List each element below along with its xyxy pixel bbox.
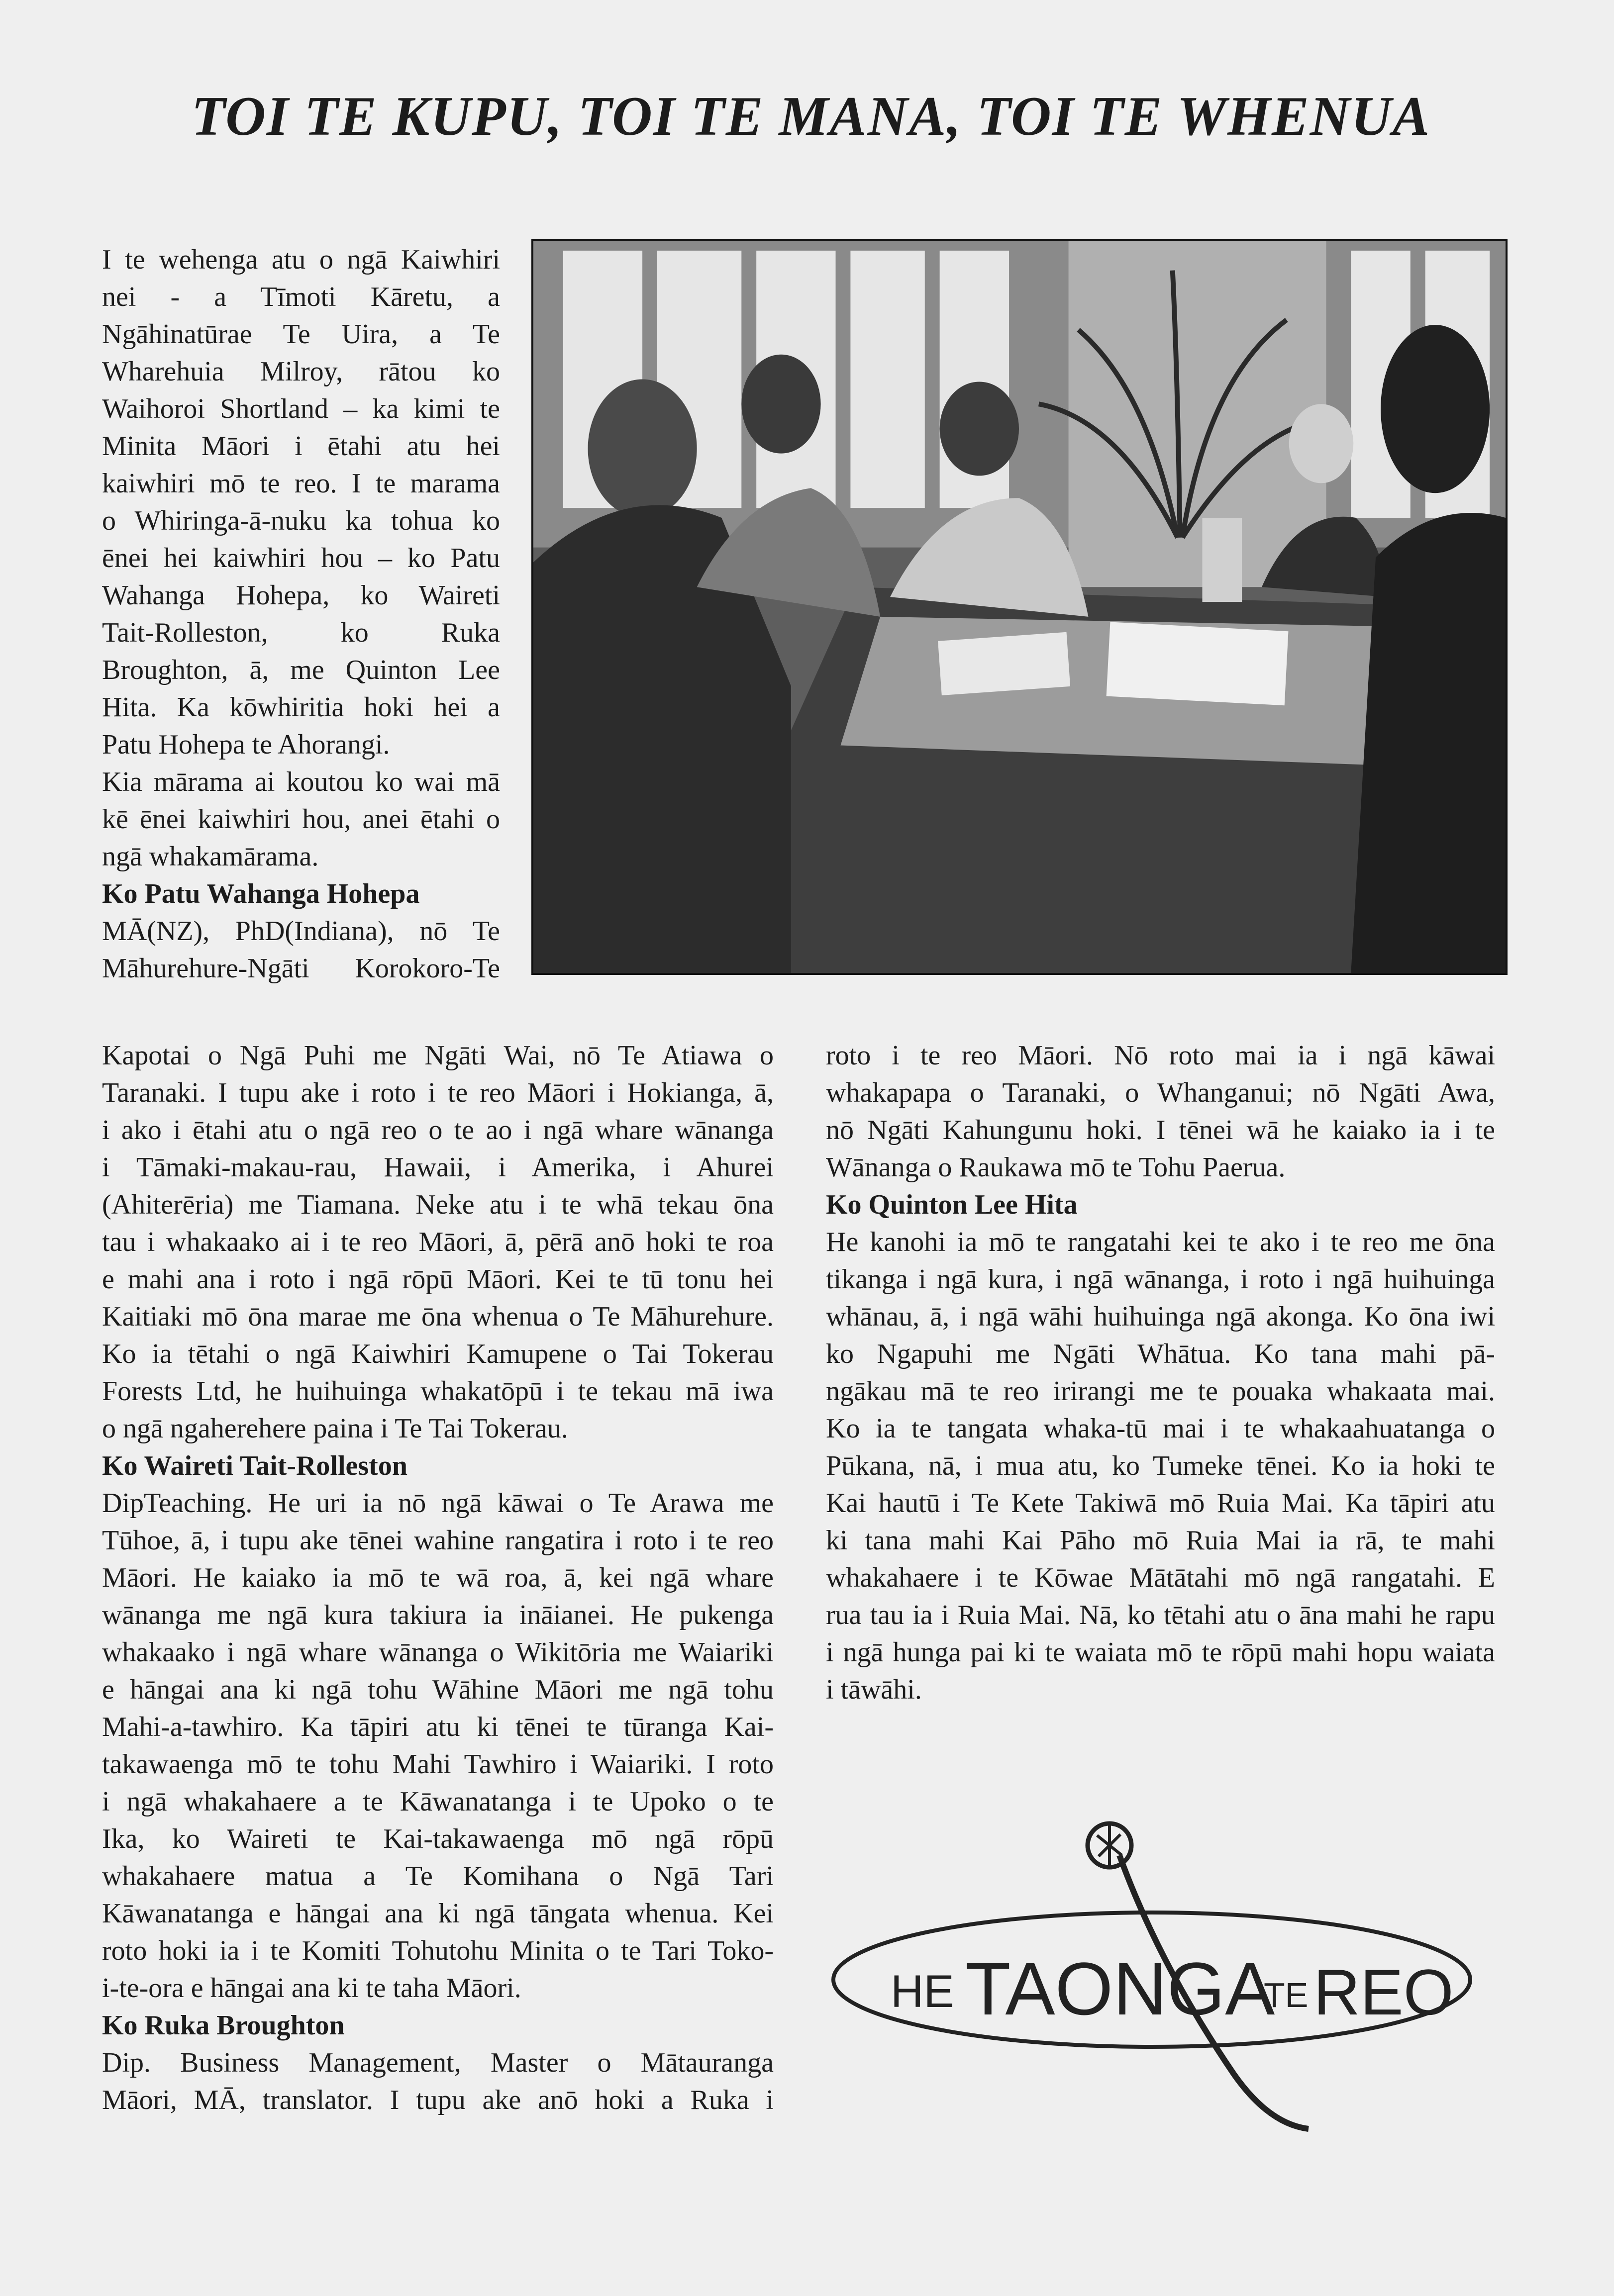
text-line: Kai hautū i Te Kete Takiwā mō Ruia Mai. Ka tāpiri atu: [826, 1488, 1495, 1519]
text-line: Forests Ltd, he huihuinga whakatōpū i te tekau mā iwa: [102, 1376, 774, 1407]
text-line: I te wehenga atu o ngā Kaiwhiri: [102, 244, 500, 275]
text-line: roto i te reo Māori. Nō roto mai ia i ngā kāwai: [826, 1040, 1495, 1071]
intro-paragraph: [102, 241, 500, 987]
text-line: Tait-Rolleston, ko Ruka: [102, 617, 500, 648]
text-line: takawaenga mō te tohu Mahi Tawhiro i Waiariki. I roto: [102, 1749, 774, 1780]
text-line: whakapapa o Taranaki, o Whanganui; nō Ngāti Awa,: [826, 1077, 1495, 1108]
text-line: Pūkana, nā, i mua atu, ko Tumeke tēnei. Ko ia hoki te: [826, 1450, 1495, 1481]
right-column: [826, 1037, 1495, 1709]
page-heading: TOI TE KUPU, TOI TE MANA, TOI TE WHENUA: [191, 86, 1431, 147]
he-taonga-te-reo-logo: [821, 1816, 1483, 2144]
text-line: kē ēnei kaiwhiri hou, anei ētahi o: [102, 804, 500, 835]
quinton-heading: Ko Quinton Lee Hita: [826, 1189, 1078, 1220]
text-line: Taranaki. I tupu ake i roto i te reo Māori i Hokianga, ā,: [102, 1077, 774, 1108]
text-line: Māori. He kaiako ia mō te wā roa, ā, kei ngā whare: [102, 1562, 774, 1593]
text-line: tau i whakaako ai i te reo Māori, ā, pērā anō hoki te roa: [102, 1227, 774, 1257]
text-line: Tūhoe, ā, i tupu ake tēnei wahine rangatira i roto i te reo: [102, 1525, 774, 1556]
logo-word-taonga: TAONGA: [965, 1947, 1275, 2030]
text-line: DipTeaching. He uri ia nō ngā kāwai o Te Arawa me: [102, 1488, 774, 1519]
patu-heading: Ko Patu Wahanga Hohepa: [102, 878, 420, 909]
text-line: Ko ia tētahi o ngā Kaiwhiri Kamupene o Tai Tokerau: [102, 1339, 774, 1369]
taonga-logo-icon: [821, 1816, 1483, 2144]
text-line: He kanohi ia mō te rangatahi kei te ako i te reo me ōna: [826, 1227, 1495, 1257]
text-line: MĀ(NZ), PhD(Indiana), nō Te: [102, 916, 500, 947]
logo-word-reo: REO: [1313, 1956, 1454, 2028]
meeting-photo: [531, 239, 1508, 975]
text-line: Wahanga Hohepa, ko Waireti: [102, 580, 500, 611]
text-line: Hita. Ka kōwhiritia hoki hei a: [102, 692, 500, 723]
text-line: i-te-ora e hāngai ana ki te taha Māori.: [102, 1973, 521, 2004]
text-line: Kaitiaki mō ōna marae me ōna whenua o Te Māhurehure.: [102, 1301, 774, 1332]
text-line: i Tāmaki-makau-rau, Hawaii, i Amerika, i Ahurei: [102, 1152, 774, 1183]
text-line: e mahi ana i roto i ngā rōpū Māori. Kei te tū tonu hei: [102, 1264, 774, 1295]
text-line: whakaako i ngā whare wānanga o Wikitōria me Waiariki: [102, 1637, 774, 1668]
text-line: Māori, MĀ, translator. I tupu ake anō hoki a Ruka i: [102, 2085, 774, 2115]
logo-word-te: TE: [1264, 1976, 1309, 2014]
text-line: i ngā hunga pai ki te waiata mō te rōpū mahi hopu waiata: [826, 1637, 1495, 1668]
text-line: whānau, ā, i ngā wāhi huihuinga ngā akonga. Ko ōna iwi: [826, 1301, 1495, 1332]
text-line: nei - a Tīmoti Kāretu, a: [102, 282, 500, 312]
text-line: (Ahiterēria) me Tiamana. Neke atu i te whā tekau ōna: [102, 1189, 774, 1220]
waireti-heading: Ko Waireti Tait-Rolleston: [102, 1450, 407, 1481]
text-line: Ngāhinatūrae Te Uira, a Te: [102, 319, 500, 350]
text-line: Broughton, ā, me Quinton Lee: [102, 655, 500, 685]
text-line: whakahaere matua a Te Komihana o Ngā Tari: [102, 1861, 774, 1892]
text-line: i ako i ētahi atu o ngā reo o te ao i ngā whare wānanga: [102, 1115, 774, 1146]
text-line: Māhurehure-Ngāti Korokoro-Te: [102, 953, 500, 984]
text-line: Kapotai o Ngā Puhi me Ngāti Wai, nō Te Atiawa o: [102, 1040, 774, 1071]
text-line: Wānanga o Raukawa mō te Tohu Paerua.: [826, 1152, 1286, 1183]
text-line: Ika, ko Waireti te Kai-takawaenga mō ngā rōpū: [102, 1823, 774, 1854]
text-line: i ngā whakahaere a te Kāwanatanga i te Upoko o te: [102, 1786, 774, 1817]
photo-icon: [533, 241, 1506, 973]
ruka-heading: Ko Ruka Broughton: [102, 2010, 345, 2041]
text-line: ki tana mahi Kai Pāho mō Ruia Mai ia rā, te mahi: [826, 1525, 1495, 1556]
text-line: Mahi-a-tawhiro. Ka tāpiri atu ki tēnei te tūranga Kai-: [102, 1712, 774, 1742]
text-line: Minita Māori i ētahi atu hei: [102, 431, 500, 462]
text-line: tikanga i ngā kura, i ngā wānanga, i roto i ngā huihuinga: [826, 1264, 1495, 1295]
text-line: o Whiringa-ā-nuku ka tohua ko: [102, 505, 500, 536]
text-line: wānanga me ngā kura takiura ia ināianei. He pukenga: [102, 1600, 774, 1630]
text-line: Kia mārama ai koutou ko wai mā: [102, 766, 500, 797]
text-line: Wharehuia Milroy, rātou ko: [102, 356, 500, 387]
text-line: o ngā ngaherehere paina i Te Tai Tokerau.: [102, 1413, 568, 1444]
text-line: nō Ngāti Kahungunu hoki. I tēnei wā he kaiako ia i te: [826, 1115, 1495, 1146]
text-line: roto hoki ia i te Komiti Tohutohu Minita o te Tari Toko-: [102, 1935, 774, 1966]
text-line: Dip. Business Management, Master o Mātauranga: [102, 2047, 774, 2078]
text-line: whakahaere i te Kōwae Mātātahi mō ngā rangatahi. E: [826, 1562, 1495, 1593]
text-line: Ko ia te tangata whaka-tū mai i te whakaahuatanga o: [826, 1413, 1495, 1444]
logo-word-he: HE: [891, 1966, 954, 2017]
text-line: e hāngai ana ki ngā tohu Wāhine Māori me ngā tohu: [102, 1674, 774, 1705]
text-line: Patu Hohepa te Ahorangi.: [102, 729, 390, 760]
text-line: Kāwanatanga e hāngai ana ki ngā tāngata whenua. Kei: [102, 1898, 774, 1929]
text-line: ngā whakamārama.: [102, 841, 319, 872]
text-line: ēnei hei kaiwhiri hou – ko Patu: [102, 543, 500, 574]
left-column-lower: [102, 1037, 774, 2119]
text-line: rua tau ia i Ruia Mai. Nā, ko tētahi atu o āna mahi he rapu: [826, 1600, 1495, 1630]
text-line: Waihoroi Shortland – ka kimi te: [102, 393, 500, 424]
text-line: kaiwhiri mō te reo. I te marama: [102, 468, 500, 499]
text-line: ngākau mā te reo irirangi me te pouaka whakaata mai.: [826, 1376, 1495, 1407]
text-line: ko Ngapuhi me Ngāti Whātua. Ko tana mahi pā-: [826, 1339, 1495, 1369]
text-line: i tāwāhi.: [826, 1674, 922, 1705]
